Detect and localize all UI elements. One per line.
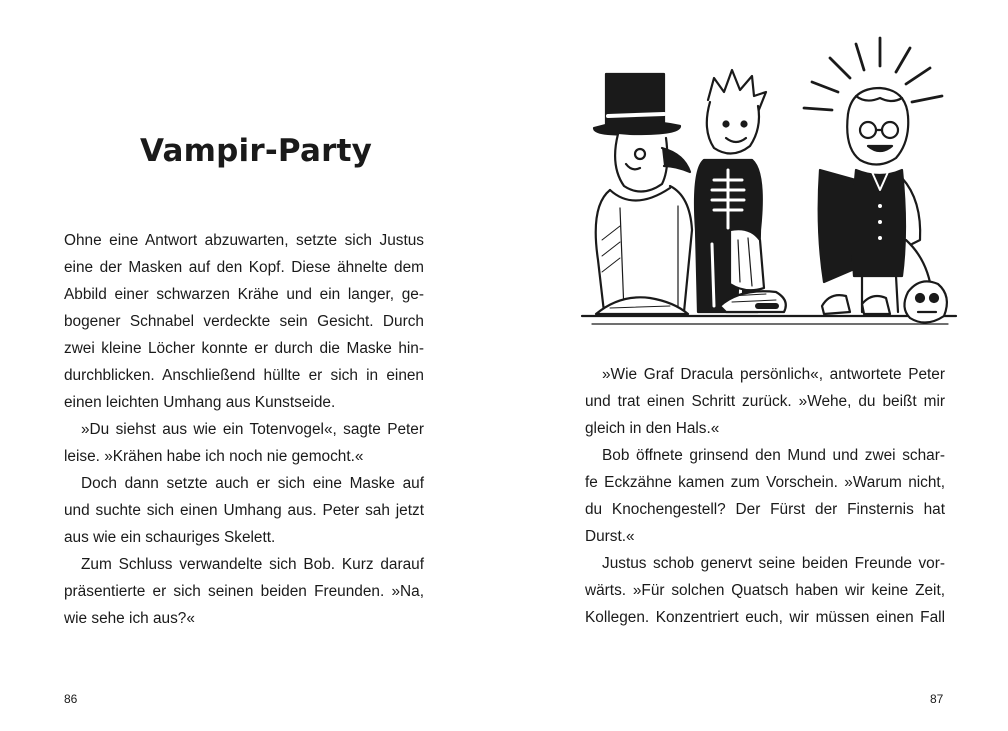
left-body-text [64,227,424,632]
right-body-text [585,361,945,631]
text-line: gleich in den Hals.« [585,420,720,437]
right-page [504,0,1008,731]
text-line: »Wie Graf Dracula persönlich«, antwortete Peter [602,366,945,383]
figure-vampire [804,38,942,312]
text-line: du Knochengestell? Der Fürst der Finsternis hat [585,501,945,518]
text-line: leise. »Krähen habe ich noch nie gemocht.« [64,448,364,465]
text-line: »Du siehst aus wie ein Totenvogel«, sagte Peter [81,421,424,438]
text-line: zwei kleine Löcher konnte er durch die Maske hin- [64,340,424,357]
text-line: bogener Schnabel verdeckte sein Gesicht. Durch [64,313,424,330]
text-line: Ohne eine Antwort abzuwarten, setzte sich Justus [64,232,424,249]
text-line: präsentierte er sich seinen beiden Freunden. »Na, [64,583,424,600]
text-line: Doch dann setzte auch er sich eine Maske auf [81,475,424,492]
text-line: Abbild einer schwarzen Krähe und ein langer, ge- [64,286,424,303]
page-number-right: 87 [930,692,944,706]
text-line: wärts. »Für solchen Quatsch haben wir keine Zeit, [585,582,945,599]
text-line: wie sehe ich aus?« [64,610,195,627]
text-line: Bob öffnete grinsend den Mund und zwei schar- [602,447,945,464]
text-line: fe Eckzähne kamen zum Vorschein. »Warum nicht, [585,474,945,491]
page-number-left: 86 [64,692,78,706]
text-line: durchblicken. Anschließend hüllte er sich in einen [64,367,424,384]
figure-skeleton [695,70,766,312]
figure-crow-mask [594,74,692,312]
text-line: aus wie ein schauriges Skelett. [64,529,276,546]
text-line: und suchte sich einen Umhang aus. Peter sah jetzt [64,502,424,519]
costume-illustration [580,30,960,350]
text-line: Durst.« [585,528,635,545]
text-line: eine der Masken auf den Kopf. Diese ähnelte dem [64,259,424,276]
text-line: Zum Schluss verwandelte sich Bob. Kurz darauf [81,556,424,573]
text-line: einen leichten Umhang aus Kunstseide. [64,394,336,411]
text-line: Kollegen. Konzentriert euch, wir müssen einen Fall [585,609,945,626]
text-line: Justus schob genervt seine beiden Freunde vor- [602,555,945,572]
chapter-title: Vampir-Party [140,133,373,169]
text-line: und trat einen Schritt zurück. »Wehe, du beißt mir [585,393,945,410]
